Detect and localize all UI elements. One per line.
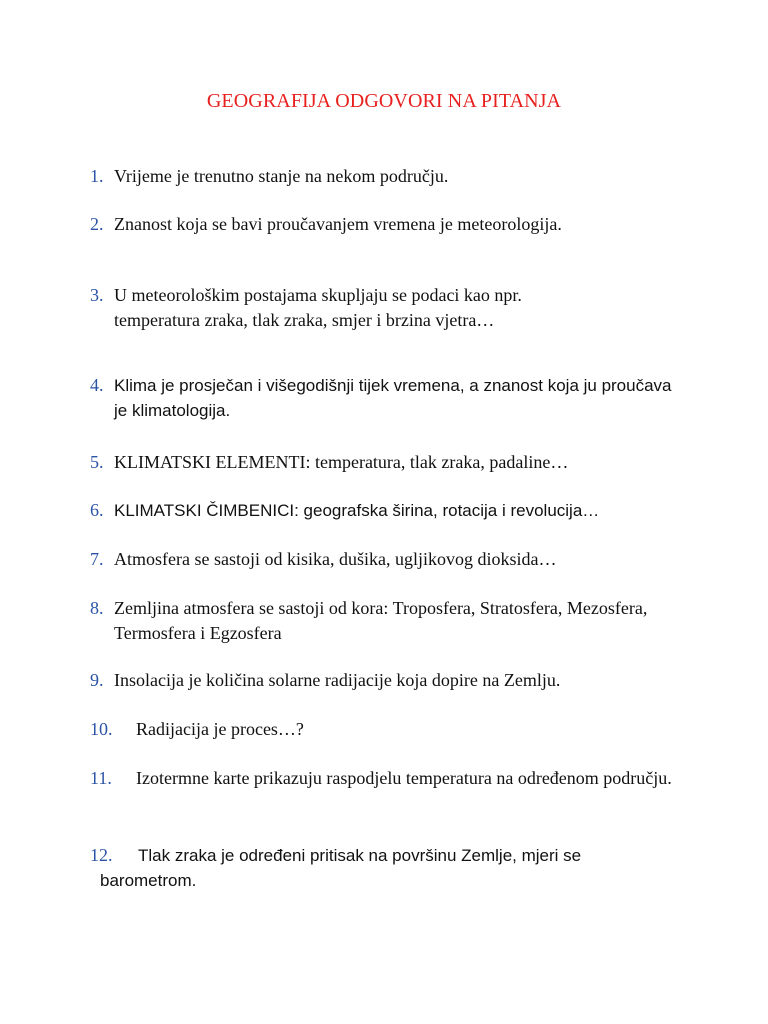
item-number: 12. <box>90 845 113 865</box>
item-number: 6. <box>90 500 104 520</box>
item-number: 4. <box>90 375 104 395</box>
item-number: 2. <box>90 214 104 234</box>
list-item <box>90 843 650 893</box>
item-number: 5. <box>90 452 104 472</box>
item-text: KLIMATSKI ČIMBENICI: geografska širina, rotacija i revolucija… <box>114 501 600 520</box>
item-text: KLIMATSKI ELEMENTI: temperatura, tlak zraka, padaline… <box>114 452 569 472</box>
item-text: Zemljina atmosfera se sastoji od kora: Troposfera, Stratosfera, Mezosfera, Termosfera i Egzosfera <box>114 598 648 643</box>
item-number: 10. <box>90 719 113 739</box>
list-item <box>90 450 690 475</box>
list-item <box>90 668 690 693</box>
item-number: 3. <box>90 285 104 305</box>
item-number: 8. <box>90 598 104 618</box>
list-item <box>90 547 690 572</box>
document-title: GEOGRAFIJA ODGOVORI NA PITANJA <box>206 90 562 112</box>
item-text: Vrijeme je trenutno stanje na nekom području. <box>114 166 449 186</box>
item-text: U meteorološkim postajama skupljaju se podaci kao npr. temperatura zraka, tlak zraka, smjer i brzina vjetra… <box>114 285 522 330</box>
item-text: Klima je prosječan i višegodišnji tijek vremena, a znanost koja ju proučava je klimatologija. <box>114 376 672 420</box>
list-item <box>90 164 690 189</box>
item-number: 7. <box>90 549 104 569</box>
list-item <box>90 498 710 523</box>
list-item <box>90 717 690 742</box>
list-item <box>90 283 610 333</box>
item-number: 11. <box>90 768 112 788</box>
item-number: 1. <box>90 166 104 186</box>
list-item <box>90 212 690 237</box>
list-item <box>90 373 680 423</box>
item-text: Izotermne karte prikazuju raspodjelu temperatura na određenom području. <box>136 768 672 788</box>
item-text: Znanost koja se bavi proučavanjem vremena je meteorologija. <box>114 214 562 234</box>
item-number: 9. <box>90 670 104 690</box>
item-text: Tlak zraka je određeni pritisak na površinu Zemlje, mjeri se barometrom. <box>100 846 582 890</box>
item-text: Insolacija je količina solarne radijacije koja dopire na Zemlju. <box>114 670 561 690</box>
item-text: Radijacija je proces…? <box>136 719 304 739</box>
list-item <box>90 766 690 791</box>
item-text: Atmosfera se sastoji od kisika, dušika, ugljikovog dioksida… <box>114 549 557 569</box>
list-item <box>90 596 660 646</box>
